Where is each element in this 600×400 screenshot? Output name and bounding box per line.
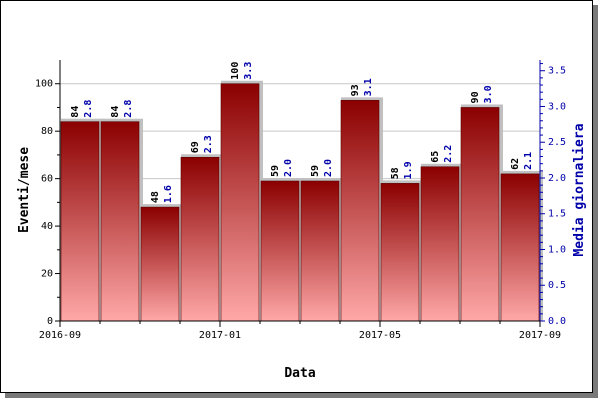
bar [501,174,539,321]
x-tick-label: 2016-09 [38,330,82,341]
x-axis-title: Data [284,366,316,381]
bar-value-label: 59 [270,164,281,178]
bar-value-label: 59 [310,164,321,178]
bar-value-label: 58 [390,167,401,180]
bar-value-label: 62 [510,157,521,170]
y-axis-title: Eventi/mese [17,146,32,234]
bar [461,107,499,321]
bar-value-label: 65 [430,150,441,163]
bar-average-label: 3.3 [243,61,254,80]
bar [301,181,339,321]
bar-average-label: 2.2 [443,144,454,163]
y-tick-label: 60 [40,173,53,185]
bar-value-label: 48 [150,191,161,204]
bar [61,122,99,321]
bar-value-label: 100 [230,61,241,80]
bar-average-label: 1.9 [403,161,414,180]
bar-average-label: 2.1 [523,151,534,170]
bar [341,100,379,321]
y-tick-label: 0 [46,316,53,327]
bar-average-label: 2.0 [323,158,334,178]
bar-average-label: 2.0 [283,158,294,178]
bar-average-label: 3.0 [483,85,494,104]
y-tick-label: 40 [40,221,53,233]
y2-tick-label: 3.5 [548,65,567,77]
y2-tick-label: 0.0 [548,316,567,327]
y2-tick-label: 2.0 [548,172,567,184]
y-tick-label: 80 [40,126,53,138]
bar-average-label: 2.8 [123,99,134,118]
bar-average-label: 2.3 [203,135,214,154]
y2-tick-label: 1.5 [548,208,567,220]
y2-axis-title: Media giornaliera [572,123,587,257]
bar-value-label: 84 [110,105,121,118]
bar-value-label: 90 [470,91,481,104]
y2-tick-label: 0.5 [548,280,567,292]
bar [221,84,259,321]
y2-tick-label: 2.5 [548,137,567,149]
x-tick-label: 2017-05 [358,330,402,341]
x-tick-label: 2017-09 [518,330,562,341]
bar [141,207,179,321]
y2-tick-label: 1.0 [548,244,567,256]
bar-average-label: 3.1 [363,78,374,97]
y-tick-label: 100 [34,78,53,90]
bar [261,181,299,321]
bar [381,183,419,321]
y-tick-label: 20 [40,268,53,280]
y2-tick-label: 3.0 [548,101,567,113]
bar-value-label: 69 [190,141,201,154]
x-tick-label: 2017-01 [198,330,242,341]
bar [421,167,459,321]
bar-average-label: 2.8 [83,99,94,118]
bar [181,157,219,321]
bar [101,122,139,321]
bar-value-label: 84 [70,105,81,118]
bar-value-label: 93 [350,84,361,97]
bar-average-label: 1.6 [163,185,174,204]
